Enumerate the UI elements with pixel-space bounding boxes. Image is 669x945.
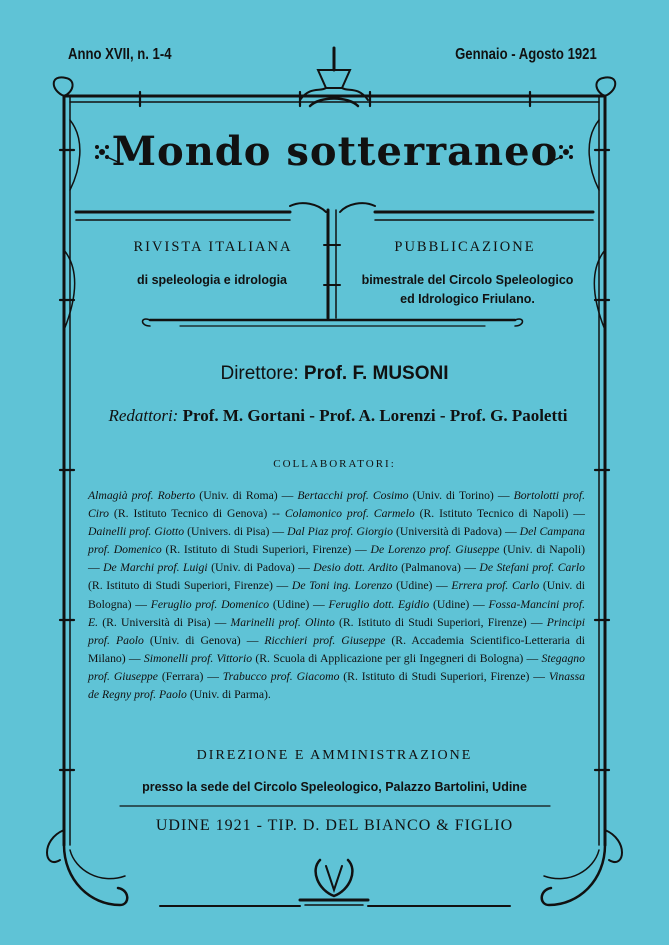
collaborator-name: Fossa-Mancini prof. E. [88,597,586,629]
collaborator-name: De Lorenzo prof. Giuseppe [370,543,500,557]
collaborator-name: Feruglio prof. Domenico [150,597,270,611]
collaborator-affiliation: (R. Istituto di Studi Superiori, Firenze) — [339,669,549,683]
director-label: Direttore: [220,363,299,384]
collaborator-name: Stegagno prof. Giuseppe [88,651,585,683]
collaborator-affiliation: (Univ. di Padova) — [207,561,314,575]
issue-number: Anno XVII, n. 1-4 [68,46,172,63]
subtitle-right-line1: bimestrale del Circolo Speleologico [361,273,574,287]
collaborator-affiliation: (Univers. di Pisa) — [184,525,288,539]
direction-heading: DIREZIONE E AMMINISTRAZIONE [196,748,473,763]
collaborator-affiliation: (Univ. di Parma). [186,688,271,702]
director-line [100,363,569,385]
collaborator-name: Trabucco prof. Giacomo [222,669,340,683]
collaborator-affiliation: (R. Istituto di Studi Superiori, Firenze) — [161,543,371,557]
collaborator-name: Del Campana prof. Domenico [88,525,585,557]
collaborator-name: Bertacchi prof. Cosimo [297,489,409,502]
collaborator-affiliation: (Univ. di Napoli) — [88,543,585,575]
collaborator-affiliation: (Udine) — [429,597,489,611]
collaborator-affiliation: (R. Scuola di Applicazione per gli Ingegneri di Bologna) — [252,651,542,665]
subtitle-right [355,271,580,309]
art-nouveau-bottom-finial [160,860,510,906]
director-name: Prof. F. MUSONI [303,363,449,384]
collaborator-name: De Marchi prof. Luigi [103,561,208,575]
subtitle-right-line2: ed Idrologico Friulano. [400,292,535,306]
collaborator-name: Simonelli prof. Vittorio [143,651,253,665]
printer-line: UDINE 1921 - TIP. D. DEL BIANCO & FIGLIO [155,817,514,834]
collaborator-affiliation: (Univ. di Roma) — [195,489,298,502]
editors-names: Prof. M. Gortani - Prof. A. Lorenzi - Prof. G. Paoletti [182,406,568,425]
collaborator-name: Dal Piaz prof. Giorgio [287,525,393,539]
collaborator-affiliation: (R. Università di Pisa) — [98,615,231,629]
collaborator-affiliation: (Palmanova) — [397,561,480,575]
collaborator-affiliation: (Università di Padova) — [392,525,520,539]
issue-date: Gennaio - Agosto 1921 [455,46,597,63]
subtitle-left-caps: RIVISTA ITALIANA [133,239,293,255]
collaborator-name: Almagià prof. Roberto [88,489,196,502]
subtitle-right-caps: PUBBLICAZIONE [394,239,536,255]
collaborator-name: Principi prof. Paolo [88,615,585,647]
collaborator-name: Feruglio dott. Egidio [328,597,430,611]
collaborator-name: Ricchieri prof. Giuseppe [264,633,386,647]
collaborator-affiliation: (Ferrara) — [157,669,223,683]
collaborator-affiliation: (R. Istituto Tecnico di Genova) -- [109,507,285,521]
collaborator-affiliation: (Udine) — [269,597,329,611]
subtitle-left: di speleologia e idrologia [136,273,288,287]
collaborator-affiliation: (R. Istituto di Studi Superiori, Firenze) — [334,615,547,629]
collaborator-name: Dainelli prof. Giotto [88,525,185,539]
collaborator-affiliation: (Univ. di Torino) — [408,489,514,502]
collaborators-list [88,487,585,704]
editors-label: Redattori: [108,406,179,425]
collaborator-name: Bortolotti prof. Ciro [88,489,586,521]
collaborator-name: Desio dott. Ardito [313,561,398,575]
collaborator-affiliation: (R. Accademia Scientifico-Letteraria di Milano) — [88,633,586,665]
collaborator-name: Errera prof. Carlo [451,579,540,593]
direction-address: presso la sede del Circolo Speleologico, Palazzo Bartolini, Udine [142,780,527,794]
collaborator-name: Vinassa de Regny prof. Paolo [88,669,585,702]
collaborator-affiliation: (Univ. di Genova) — [143,633,265,647]
collaborator-affiliation: (R. Istituto Tecnico di Napoli) — [414,507,585,521]
collaborator-affiliation: (R. Istituto di Studi Superiori, Firenze) — [88,579,292,593]
collaborator-name: Marinelli prof. Olinto [230,615,335,629]
collaborator-name: De Toni ing. Lorenzo [291,579,393,593]
collaborator-name: De Stefani prof. Carlo [479,561,585,575]
collaborator-affiliation: (Udine) — [392,579,452,593]
collaborator-name: Colamonico prof. Carmelo [284,507,415,521]
editors-line [88,406,588,426]
collaborator-affiliation: (Univ. di Bologna) — [88,579,585,611]
collaborators-heading: COLLABORATORI: [273,458,396,470]
magazine-title: Mondo sotterraneo [111,128,559,175]
